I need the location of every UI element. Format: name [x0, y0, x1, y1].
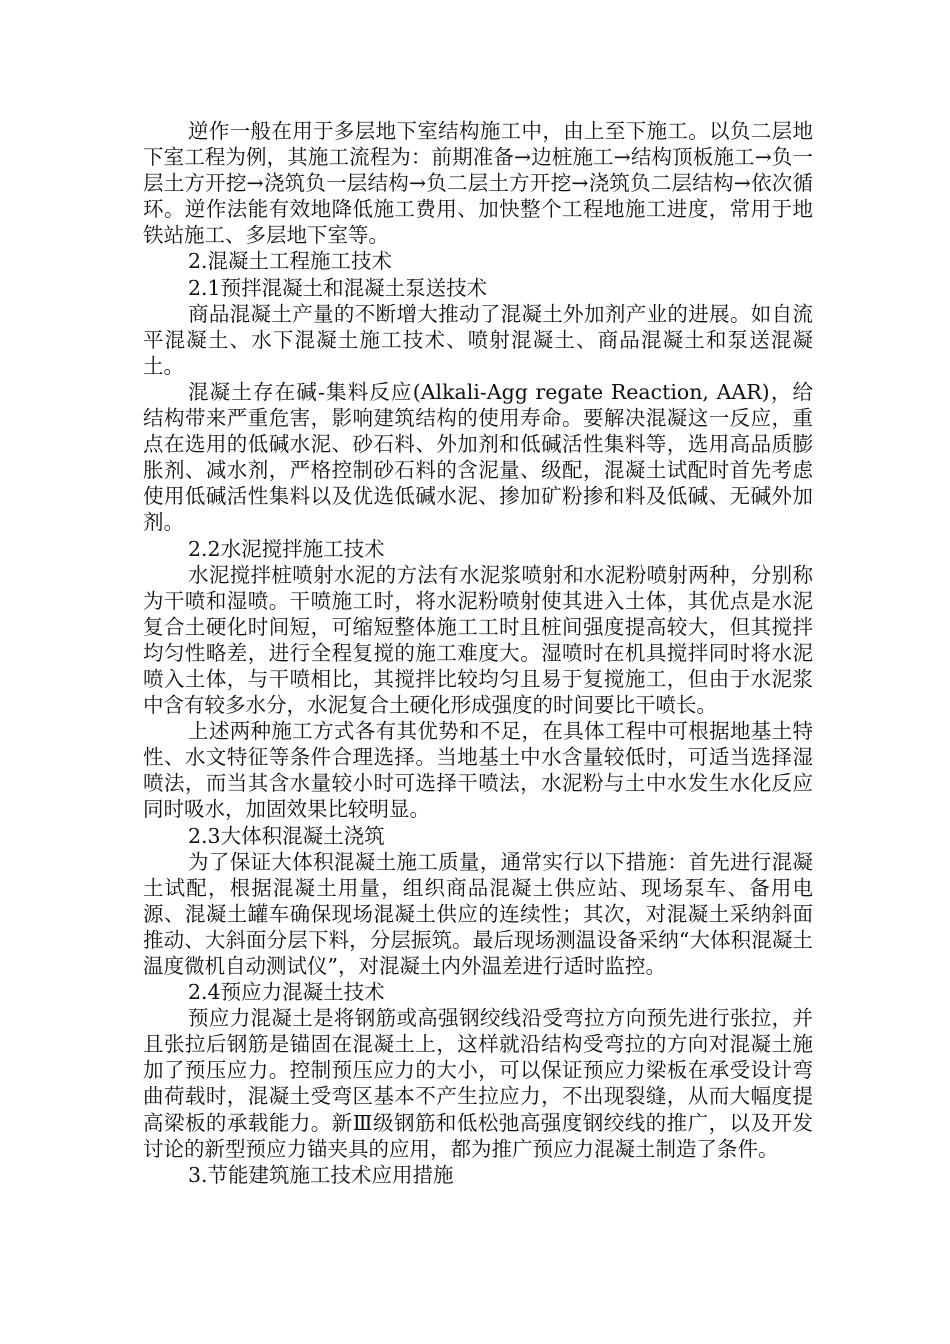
subsection-heading-2-3: 2.3大体积混凝土浇筑	[188, 823, 385, 848]
paragraph-mass-concrete: 为了保证大体积混凝土施工质量，通常实行以下措施：首先进行混凝土试配，根据混凝土用量，组织商品混凝土供应站、现场泵车、备用电源、混凝土罐车确保现场混凝土供应的连续性；其次，对混凝土采纳斜面推动、大斜面分层下料，分层振筑。最后现场测温设备采纳“大体积混凝土温度微机自动测试仪”，对混凝土内外温差进行适时监控。	[143, 849, 813, 978]
paragraph-prestressed-concrete: 预应力混凝土是将钢筋或高强钢绞线沿受弯拉方向预先进行张拉，并且张拉后钢筋是锚固在混凝土上，这样就沿结构受弯拉的方向对混凝土施加了预压应力。控制预压应力的大小，可以保证预应力梁板在承受设计弯曲荷载时，混凝土受弯区基本不产生拉应力，不出现裂缝，从而大幅度提高梁板的承载能力。新Ⅲ级钢筋和低松弛高强度钢绞线的推广，以及开发讨论的新型预应力锚夹具的应用，都为推广预应力混凝土制造了条件。	[143, 1006, 813, 1161]
paragraph-commercial-concrete: 商品混凝土产量的不断增大推动了混凝土外加剂产业的进展。如自流平混凝土、水下混凝土施工技术、喷射混凝土、商品混凝土和泵送混凝土。	[143, 301, 813, 378]
section-heading-concrete: 2.混凝土工程施工技术	[188, 249, 393, 274]
section-heading-energy-saving: 3.节能建筑施工技术应用措施	[188, 1162, 454, 1187]
subsection-heading-2-4: 2.4预应力混凝土技术	[188, 980, 385, 1005]
paragraph-reverse-construction: 逆作一般在用于多层地下室结构施工中，由上至下施工。以负二层地下室工程为例，其施工流程为：前期准备→边桩施工→结构顶板施工→负一层土方开挖→浇筑负一层结构→负二层土方开挖→浇筑负二层结构→依次循环。逆作法能有效地降低施工费用、加快整个工程地施工进度，常用于地铁站施工、多层地下室等。	[143, 119, 813, 248]
paragraph-cement-mixing: 水泥搅拌桩喷射水泥的方法有水泥浆喷射和水泥粉喷射两种，分别称为干喷和湿喷。干喷施工时，将水泥粉喷射使其进入土体，其优点是水泥复合土硬化时间短，可缩短整体施工工时且桩间强度提高较大，但其搅拌均匀性略差，进行全程复搅的施工难度大。湿喷时在机具搅拌同时将水泥喷入土体，与干喷相比，其搅拌比较均匀且易于复搅施工，但由于水泥浆中含有较多水分，水泥复合土硬化形成强度的时间要比干喷长。	[143, 562, 813, 718]
subsection-heading-2-2: 2.2水泥搅拌施工技术	[188, 536, 385, 561]
paragraph-alkali-aggregate: 混凝土存在碱-集料反应(Alkali-Agg regate Reaction, AAR)，给结构带来严重危害，影响建筑结构的使用寿命。要解决混凝这一反应，重点在选用的低碱水泥、砂石料、外加剂和低碱活性集料等，选用高品质膨胀剂、减水剂，严格控制砂石料的含泥量、级配，混凝土试配时首先考虑使用低碱活性集料以及优选低碱水泥、掺加矿粉掺和料及低碱、无碱外加剂。	[143, 379, 813, 535]
document-page	[143, 118, 813, 1188]
paragraph-spray-methods: 上述两种施工方式各有其优势和不足，在具体工程中可根据地基土特性、水文特征等条件合理选择。当地基土中水含量较低时，可适当选择湿喷法，而当其含水量较小时可选择干喷法，水泥粉与土中水发生水化反应同时吸水，加固效果比较明显。	[143, 719, 813, 822]
subsection-heading-2-1: 2.1预拌混凝土和混凝土泵送技术	[188, 275, 488, 300]
